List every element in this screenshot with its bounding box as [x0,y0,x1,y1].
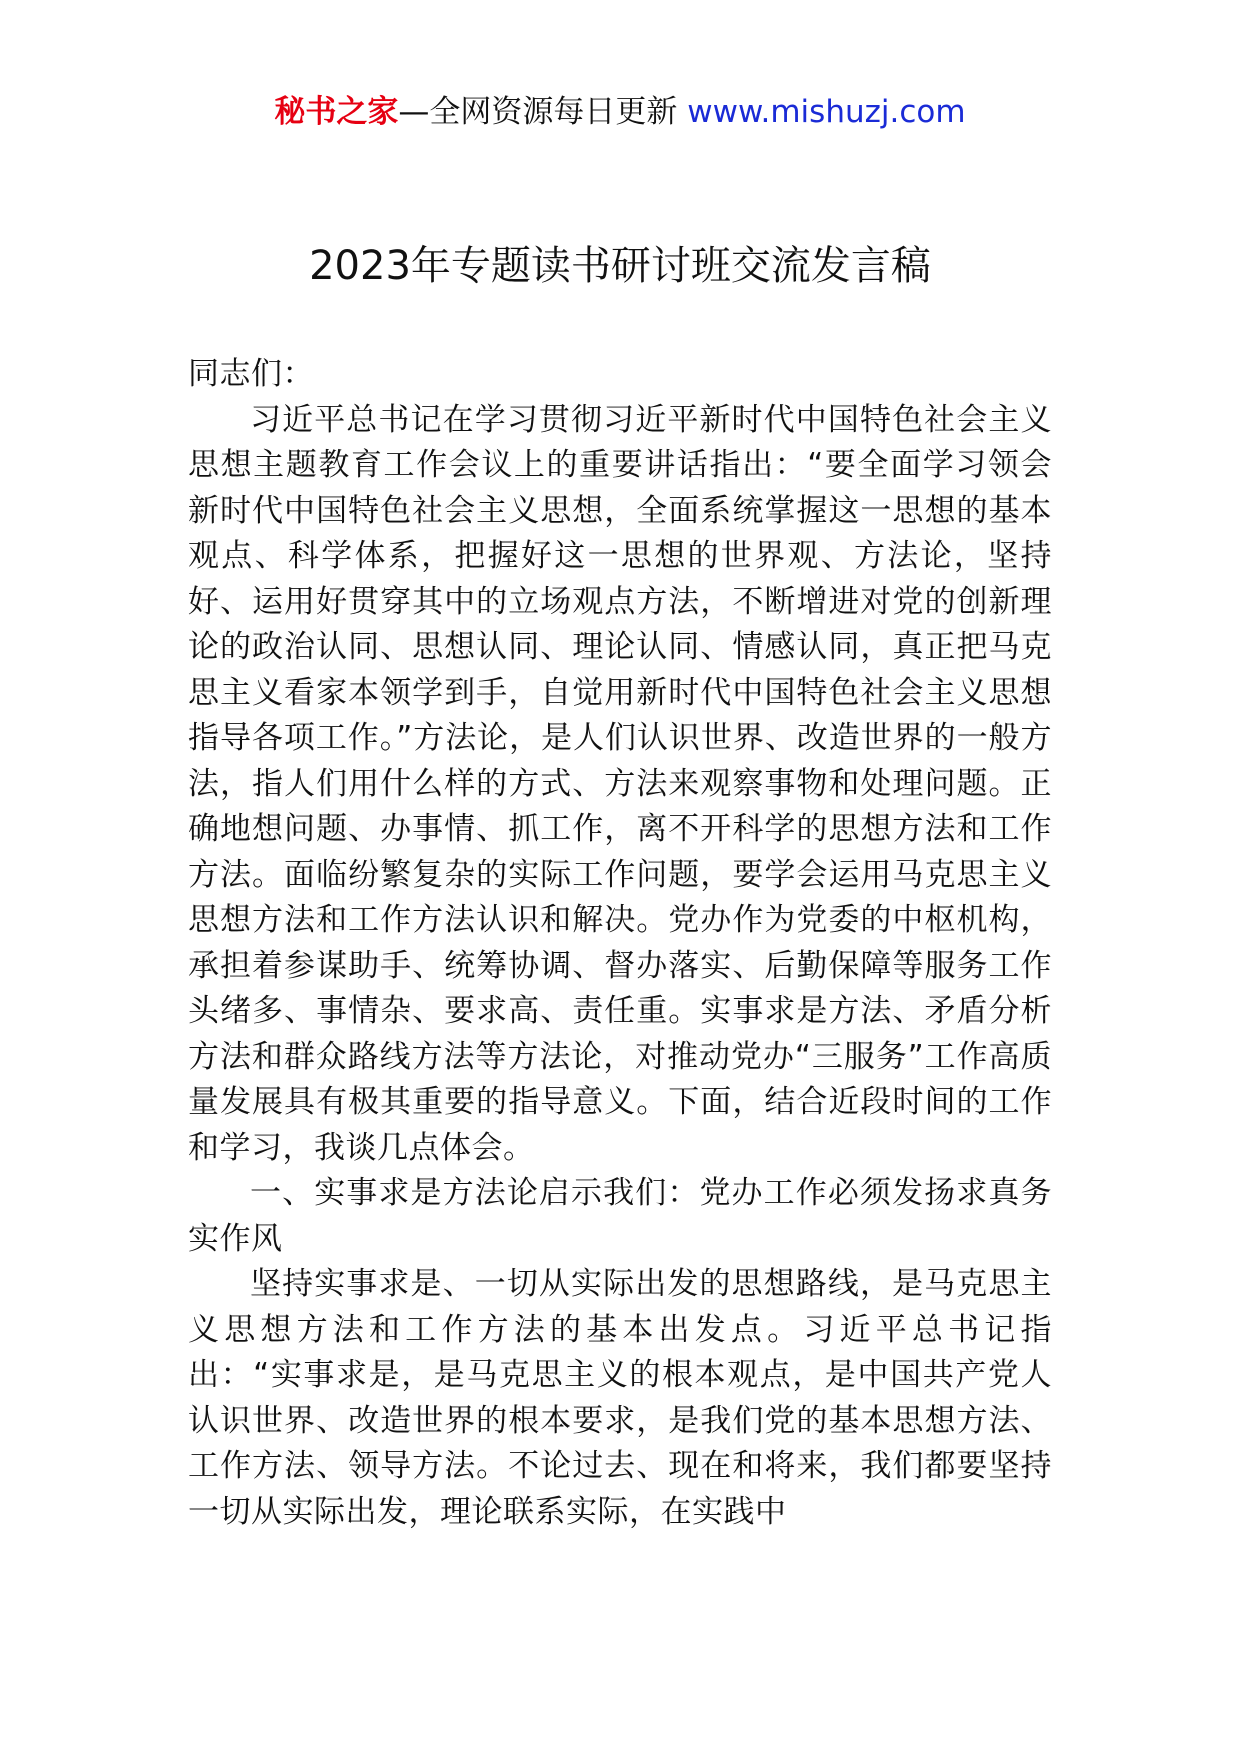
section-heading-1: 一、实事求是方法论启示我们：党办工作必须发扬求真务实作风 [188,1175,1052,1257]
paragraph-intro: 习近平总书记在学习贯彻习近平新时代中国特色社会主义思想主题教育工作会议上的重要讲话指出：“要全面学习领会新时代中国特色社会主义思想，全面系统掌握这一思想的基本观点、科学体系，把握好这一思想的世界观、方法论，坚持好、运用好贯穿其中的立场观点方法，不断增进对党的创新理论的政治认同、思想认同、理论认同、情感认同，真正把马克思主义看家本领学到手，自觉用新时代中国特色社会主义思想指导各项工作。”方法论，是人们认识世界、改造世界的一般方法，指人们用什么样的方式、方法来观察事物和处理问题。正确地想问题、办事情、抓工作，离不开科学的思想方法和工作方法。面临纷繁复杂的实际工作问题，要学会运用马克思主义思想方法和工作方法认识和解决。党办作为党委的中枢机构，承担着参谋助手、统筹协调、督办落实、后勤保障等服务工作头绪多、事情杂、要求高、责任重。实事求是方法、矛盾分析方法和群众路线方法等方法论，对推动党办“三服务”工作高质量发展具有极其重要的指导意义。下面，结合近段时间的工作和学习，我谈几点体会。 [188,401,1052,1166]
site-header [0,92,1240,132]
paragraph-section-1: 坚持实事求是、一切从实际出发的思想路线，是马克思主义思想方法和工作方法的基本出发点。习近平总书记指出：“实事求是，是马克思主义的根本观点，是中国共产党人认识世界、改造世界的根本要求，是我们党的基本思想方法、工作方法、领导方法。不论过去、现在和将来，我们都要坚持一切从实际出发，理论联系实际，在实践中 [188,1266,1052,1530]
site-url[interactable]: www.mishuzj.com [687,94,966,130]
document-title: 2023年专题读书研讨班交流发言稿 [309,243,931,289]
document-body [188,352,1052,1535]
salutation: 同志们： [188,356,314,392]
site-brand: 秘书之家 [274,94,399,130]
site-tagline: —全网资源每日更新 [398,94,688,130]
